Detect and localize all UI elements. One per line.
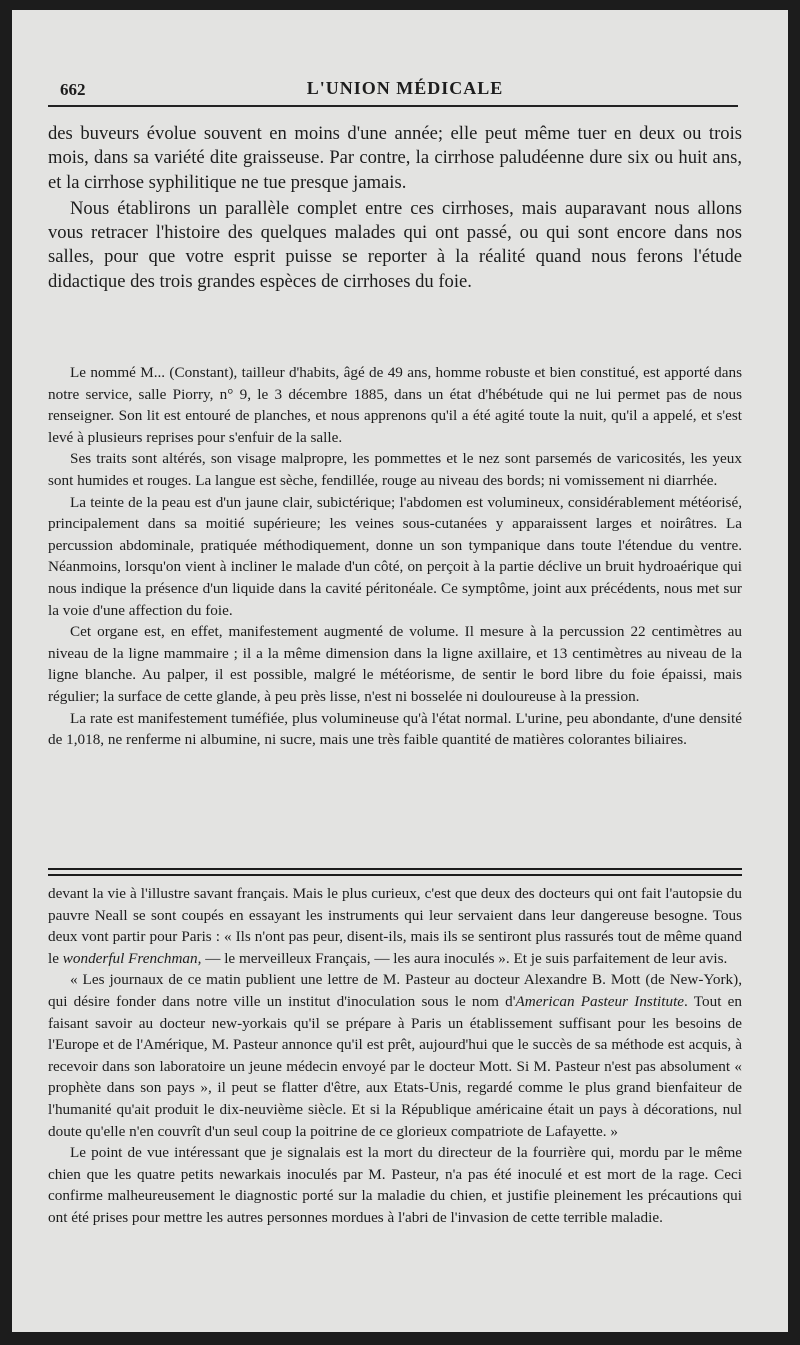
feuilleton-text-run: , — le merveilleux Français, — les aura inoculés ». Et je suis parfaitement de leur avis.: [197, 949, 728, 967]
case-paragraph: Ses traits sont altérés, son visage malpropre, les pommettes et le nez sont parsemés de varicosités, les yeux sont humides et rouges. La langue est sèche, fendillée, rouge au niveau des bords; ni vomissement ni diarrhée.: [48, 450, 742, 489]
feuilleton-paragraph: [48, 969, 742, 1142]
page-header: [60, 72, 750, 102]
case-paragraph: Cet organe est, en effet, manifestement augmenté de volume. Il mesure à la percussion 22 centimètres au niveau de la ligne mammaire ; il a la même dimension dans la ligne axillaire, et 13 centimètres au niveau de la ligne blanche. Au palper, il est possible, malgré le météorisme, de sentir le bord libre du foie épaissi, mais régulier; la surface de cette glande, à peu près lisse, n'est ni bosselée ni douloureuse à la pression.: [48, 623, 742, 705]
feuilleton-separator-bottom: [48, 874, 742, 876]
feuilleton-text-run: . Tout en faisant savoir au docteur new-yorkais qu'il se prépare à Paris un établissement suffisant pour les besoins de l'Europe et de l'Amérique, M. Pasteur annonce qu'il est prêt, aujourd'hui que le succès de sa méthode est acquis, à recevoir dans son laboratoire un jeune médecin envoyé par le docteur Mott. Si M. Pasteur n'est pas absolument « prophète dans son pays », il peut se flatter d'être, aux Etats-Unis, regardé comme le plus grand bienfaiteur de l'humanité qu'ait produit le dix-neuvième siècle. Et si la République américaine était un pays à décorations, nul doute qu'elle n'en couvrît d'un seul coup la poitrine de ce glorieux compatriote de Lafayette. »: [48, 992, 742, 1140]
journal-title: L'UNION MÉDICALE: [306, 78, 504, 98]
lecture-paragraph: des buveurs évolue souvent en moins d'une année; elle peut même tuer en deux ou trois mois, dans sa variété dite graisseuse. Par contre, la cirrhose paludéenne dure six ou huit ans, et la cirrhose syphilitique ne tue presque jamais.: [48, 123, 742, 193]
lecture-text: [48, 122, 742, 294]
journal-page: [12, 10, 788, 1332]
case-paragraph: Le nommé M... (Constant), tailleur d'habits, âgé de 49 ans, homme robuste et bien constitué, est apporté dans notre service, salle Piorry, n° 9, le 3 décembre 1885, dans un état d'hébétude qui ne lui permet pas de nous renseigner. Son lit est entouré de planches, et nous apprenons qu'il a été agité toute la nuit, qu'il a appelé, et s'est levé à plusieurs reprises pour s'enfuir de la salle.: [48, 364, 742, 446]
feuilleton-paragraph: [48, 883, 742, 969]
feuilleton-emphasis: wonderful Frenchman: [62, 949, 198, 967]
case-paragraph: La teinte de la peau est d'un jaune clair, subictérique; l'abdomen est volumineux, considérablement météorisé, principalement dans sa moitié supérieure; les veines sous-cutanées y apparaissent larges et noirâtres. La percussion abdominale, pratiquée méthodiquement, donne un son tympanique dans toute l'étendue du ventre. Néanmoins, lorsqu'on vient à incliner le malade d'un côté, on perçoit à la partie déclive un bruit hydroaérique qui nous indique la présence d'un liquide dans la cavité péritonéale. Ce symptôme, joint aux précédents, nous met sur la voie d'une affection du foie.: [48, 493, 742, 619]
feuilleton-separator-top: [48, 868, 742, 870]
feuilleton-emphasis: American Pasteur Institute: [515, 992, 685, 1010]
header-rule: [48, 105, 738, 107]
feuilleton-text-run: « Les journaux de ce matin publient une lettre de M. Pasteur au docteur Alexandre B. Mott (de New-York), qui désire fonder dans notre ville un institut d'inoculation sous le nom d': [48, 971, 742, 1010]
case-report: [48, 362, 742, 751]
page-number: 662: [60, 80, 86, 99]
feuilleton-text-run: devant la vie à l'illustre savant français. Mais le plus curieux, c'est que deux des docteurs qui ont fait l'autopsie du pauvre Neall se sont coupés en essayant les instruments qui leur servaient dans leur dangereuse besogne. Tous deux vont partir pour Paris : « Ils n'ont pas peur, disent-ils, mais ils se sentiront plus rassurés tout de même quand le: [48, 885, 742, 967]
feuilleton-text: [48, 883, 742, 1229]
case-paragraph: La rate est manifestement tuméfiée, plus volumineuse qu'à l'état normal. L'urine, peu abondante, d'une densité de 1,018, ne renferme ni albumine, ni sucre, mais une très faible quantité de matières colorantes biliaires.: [48, 709, 742, 749]
feuilleton-paragraph: Le point de vue intéressant que je signalais est la mort du directeur de la fourrière qui, mordu par le même chien que les quatre petits newarkais inoculés par M. Pasteur, n'a pas été inoculé et est mort de la rage. Ceci confirme malheureusement le diagnostic porté sur la maladie du chien, et justifie pleinement les précautions qui ont été prises pour mettre les autres personnes mordues à l'abri de l'invasion de cette terrible maladie.: [48, 1144, 742, 1226]
lecture-paragraph: Nous établirons un parallèle complet entre ces cirrhoses, mais auparavant nous allons vous retracer l'histoire des quelques malades qui ont passé, ou qui sont encore dans nos salles, pour que votre esprit puisse se reporter à la réalité quand nous ferons l'étude didactique des trois grandes espèces de cirrhoses du foie.: [48, 197, 742, 292]
